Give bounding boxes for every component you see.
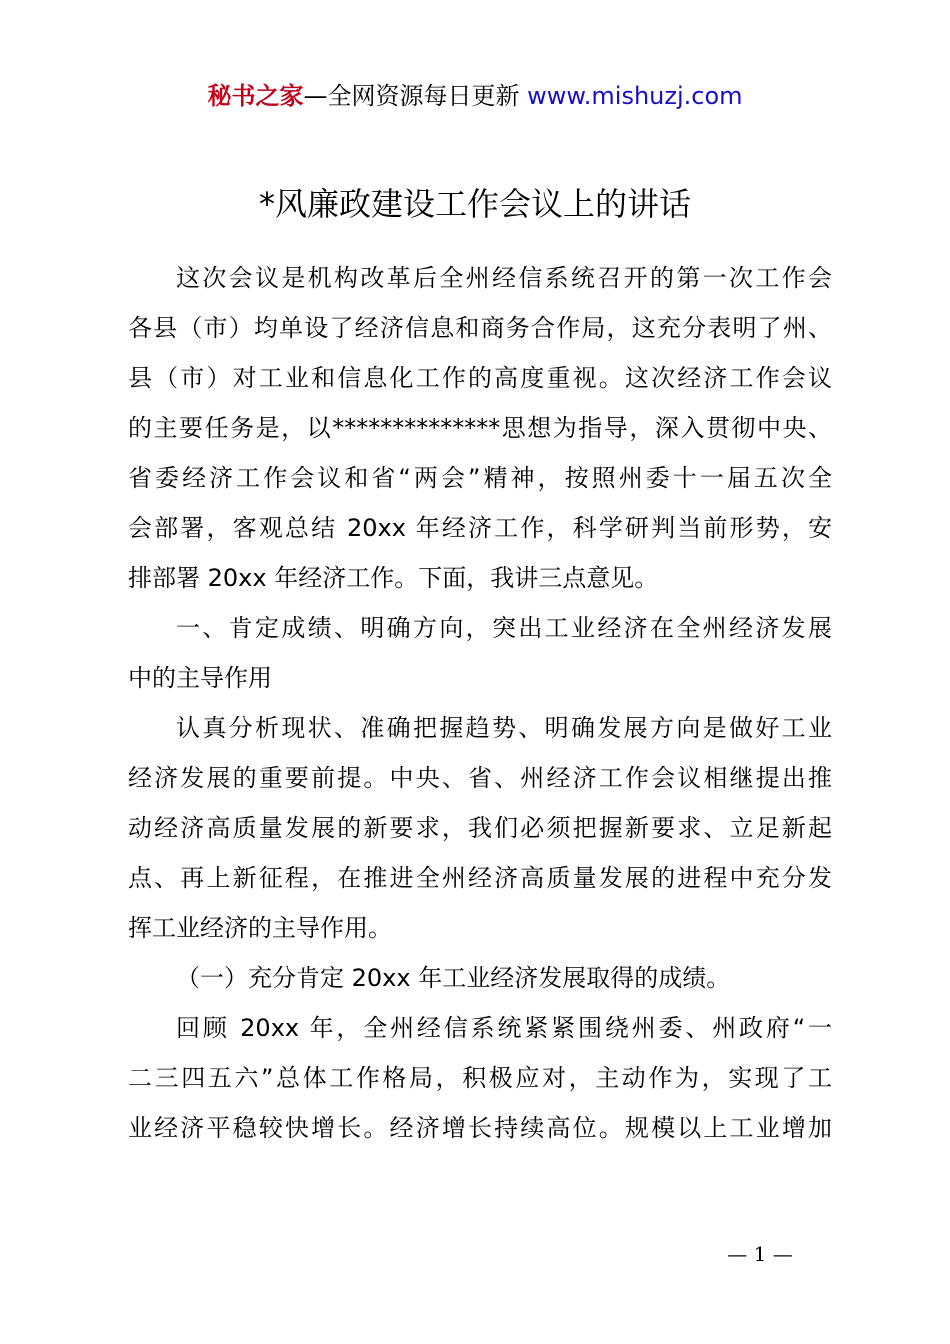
body-line: 点、再上新征程，在推进全州经济高质量发展的进程中充分发	[128, 864, 832, 892]
site-url: www.mishuzj.com	[527, 82, 743, 110]
section-heading: 一、肯定成绩、明确方向，突出工业经济在全州经济发展	[176, 614, 832, 642]
subsection-heading: （一）充分肯定 20xx 年工业经济发展取得的成绩。	[176, 964, 731, 992]
body-line: 挥工业经济的主导作用。	[128, 914, 392, 942]
body-line: 动经济高质量发展的新要求，我们必须把握新要求、立足新起	[128, 814, 832, 842]
body-line: 县（市）对工业和信息化工作的高度重视。这次经济工作会议	[128, 364, 832, 392]
document-title: *风廉政建设工作会议上的讲话	[258, 185, 691, 223]
body-line: 回顾 20xx 年，全州经信系统紧紧围绕州委、州政府“一	[176, 1014, 832, 1042]
site-brand: 秘书之家	[207, 82, 304, 110]
body-line: 排部署 20xx 年经济工作。下面，我讲三点意见。	[128, 564, 659, 592]
section-heading: 中的主导作用	[128, 664, 272, 692]
body-line: 认真分析现状、准确把握趋势、明确发展方向是做好工业	[176, 714, 832, 742]
page-number: — 1 —	[727, 1242, 793, 1266]
body-line: 经济发展的重要前提。中央、省、州经济工作会议相继提出推	[128, 764, 832, 792]
body-line: 会部署，客观总结 20xx 年经济工作，科学研判当前形势，安	[128, 514, 832, 542]
body-line: 省委经济工作会议和省“两会”精神，按照州委十一届五次全	[128, 464, 832, 492]
body-line: 业经济平稳较快增长。经济增长持续高位。规模以上工业增加	[128, 1114, 832, 1142]
body-line: 的主要任务是，以**************思想为指导，深入贯彻中央、	[128, 414, 832, 442]
site-header	[0, 80, 950, 112]
body-line: 这次会议是机构改革后全州经信系统召开的第一次工作会	[176, 264, 832, 292]
body-line: 二三四五六”总体工作格局，积极应对，主动作为，实现了工	[128, 1064, 832, 1092]
body-line: 各县（市）均单设了经济信息和商务合作局，这充分表明了州、	[128, 314, 832, 342]
site-tagline: —全网资源每日更新	[303, 82, 528, 110]
